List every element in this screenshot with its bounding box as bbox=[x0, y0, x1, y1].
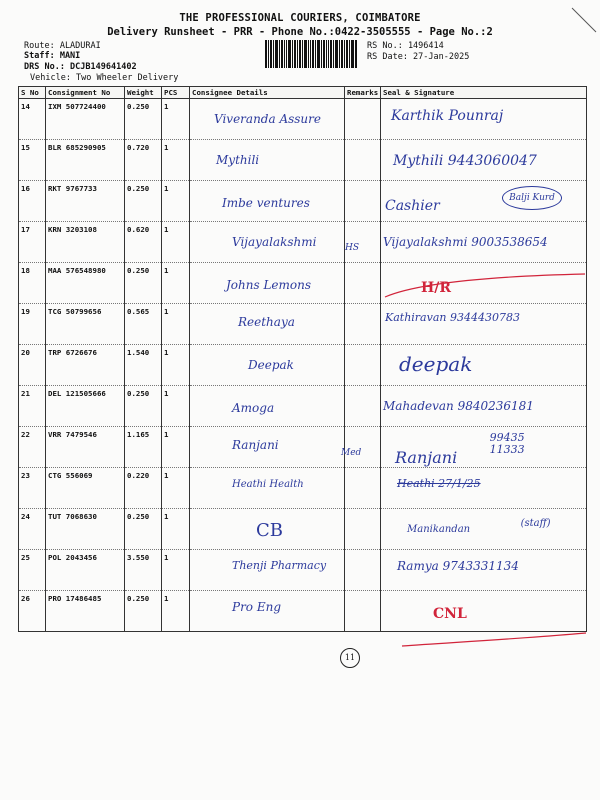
cell-sno: 19 bbox=[19, 304, 46, 345]
cell-pcs: 1 bbox=[162, 468, 190, 509]
handwritten-consignee: Amoga bbox=[232, 401, 275, 415]
cell-consignment: DEL 121505666 bbox=[46, 386, 125, 427]
cell-weight: 0.250 bbox=[125, 99, 162, 140]
cell-sno: 25 bbox=[19, 550, 46, 591]
barcode bbox=[265, 40, 357, 68]
handwritten-consignee: Deepak bbox=[248, 358, 294, 372]
handwritten-consignee: Vijayalakshmi bbox=[232, 235, 317, 249]
cell-pcs: 1 bbox=[162, 591, 190, 632]
staff-label: Staff: MANI bbox=[24, 51, 81, 61]
handwritten-cancel-mark: CNL bbox=[433, 606, 467, 622]
col-weight: Weight bbox=[125, 87, 162, 99]
cell-pcs: 1 bbox=[162, 181, 190, 222]
page-corner-mark bbox=[570, 6, 598, 34]
rs-number: RS No.: 1496414 bbox=[367, 41, 444, 51]
table-row bbox=[19, 304, 587, 345]
table-row bbox=[19, 427, 587, 468]
vehicle-label: Vehicle: Two Wheeler Delivery bbox=[30, 73, 179, 83]
cell-pcs: 1 bbox=[162, 99, 190, 140]
cell-remarks bbox=[345, 99, 381, 140]
col-seal: Seal & Signature bbox=[381, 87, 587, 99]
cell-sno: 15 bbox=[19, 140, 46, 181]
cell-remarks bbox=[345, 304, 381, 345]
cell-consignment: IXM 507724400 bbox=[46, 99, 125, 140]
handwritten-signature: Manikandan bbox=[407, 524, 471, 535]
cell-remarks bbox=[345, 345, 381, 386]
cell-consignment: TUT 7068630 bbox=[46, 509, 125, 550]
cell-weight: 0.250 bbox=[125, 181, 162, 222]
handwritten-consignee: Johns Lemons bbox=[226, 278, 312, 292]
cell-consignment: PRO 17486485 bbox=[46, 591, 125, 632]
table-row bbox=[19, 591, 587, 632]
handwritten-consignee: Pro Eng bbox=[232, 600, 282, 614]
cell-pcs: 1 bbox=[162, 509, 190, 550]
page-number-circle: 11 bbox=[340, 648, 360, 668]
cell-sno: 23 bbox=[19, 468, 46, 509]
handwritten-signature: Heathi 27/1/25 bbox=[397, 477, 481, 490]
handwritten-signature: Ramya 9743331134 bbox=[397, 559, 519, 573]
cell-sno: 20 bbox=[19, 345, 46, 386]
cell-consignment: RKT 9767733 bbox=[46, 181, 125, 222]
cell-remarks bbox=[345, 263, 381, 304]
col-pcs: PCS bbox=[162, 87, 190, 99]
cell-consignment: KRN 3203108 bbox=[46, 222, 125, 263]
handwritten-signature: Vijayalakshmi 9003538654 bbox=[383, 235, 548, 249]
cell-pcs: 1 bbox=[162, 304, 190, 345]
handwritten-phone: 99435 11333 bbox=[489, 431, 525, 456]
handwritten-consignee: Imbe ventures bbox=[222, 196, 310, 210]
handwritten-signature: Kathiravan 9344430783 bbox=[385, 311, 520, 324]
handwritten-signature: Karthik Pounraj bbox=[391, 108, 504, 124]
cell-consignment: POL 2043456 bbox=[46, 550, 125, 591]
cell-sno: 24 bbox=[19, 509, 46, 550]
company-title: THE PROFESSIONAL COURIERS, COIMBATORE bbox=[179, 12, 421, 24]
cell-remarks bbox=[345, 550, 381, 591]
cell-consignment: TRP 6726676 bbox=[46, 345, 125, 386]
runsheet-subtitle: Delivery Runsheet - PRR - Phone No.:0422-3505555 - Page No.:2 bbox=[107, 26, 493, 38]
cell-sno: 22 bbox=[19, 427, 46, 468]
red-pen-stroke bbox=[380, 272, 590, 302]
cell-weight: 0.720 bbox=[125, 140, 162, 181]
cell-consignment: TCG 50799656 bbox=[46, 304, 125, 345]
handwritten-consignee: Heathi Health bbox=[232, 479, 304, 490]
handwritten-consignee: Viveranda Assure bbox=[214, 112, 321, 126]
cell-consignment: VRR 7479546 bbox=[46, 427, 125, 468]
cell-weight: 0.250 bbox=[125, 386, 162, 427]
cell-pcs: 1 bbox=[162, 140, 190, 181]
rs-date: RS Date: 27-Jan-2025 bbox=[367, 52, 470, 62]
handwritten-consignee: Ranjani bbox=[232, 438, 279, 452]
cell-weight: 0.250 bbox=[125, 509, 162, 550]
cell-sno: 18 bbox=[19, 263, 46, 304]
cell-consignment: CTG 556069 bbox=[46, 468, 125, 509]
table-row bbox=[19, 222, 587, 263]
handwritten-signature: Ranjani bbox=[395, 448, 458, 467]
drs-number: DRS No.: DCJB149641402 bbox=[24, 62, 137, 72]
handwritten-signature: Cashier bbox=[385, 198, 440, 214]
red-pen-stroke bbox=[400, 630, 590, 650]
table-row bbox=[19, 181, 587, 222]
handwritten-consignee: Mythili bbox=[216, 153, 260, 167]
cell-remarks bbox=[345, 386, 381, 427]
cell-weight: 0.565 bbox=[125, 304, 162, 345]
col-sno: S No bbox=[19, 87, 46, 99]
col-remarks: Remarks bbox=[345, 87, 381, 99]
cell-weight: 3.550 bbox=[125, 550, 162, 591]
handwritten-note: Balji Kurd bbox=[502, 186, 562, 210]
cell-sno: 17 bbox=[19, 222, 46, 263]
cell-remarks bbox=[345, 181, 381, 222]
cell-weight: 1.540 bbox=[125, 345, 162, 386]
handwritten-note: (staff) bbox=[520, 518, 551, 529]
cell-remarks bbox=[345, 591, 381, 632]
route-label: Route: ALADURAI bbox=[24, 41, 101, 51]
cell-weight: 0.250 bbox=[125, 263, 162, 304]
runsheet-table bbox=[18, 86, 587, 632]
col-consignment: Consignment No bbox=[46, 87, 125, 99]
table-row bbox=[19, 99, 587, 140]
table-header-row bbox=[19, 87, 587, 99]
handwritten-consignee: Reethaya bbox=[238, 315, 295, 329]
col-consignee: Consignee Details bbox=[190, 87, 345, 99]
cell-remarks bbox=[345, 140, 381, 181]
cell-sno: 26 bbox=[19, 591, 46, 632]
cell-sno: 16 bbox=[19, 181, 46, 222]
table-row bbox=[19, 550, 587, 591]
handwritten-remark: Med bbox=[341, 448, 362, 458]
cell-remarks bbox=[345, 468, 381, 509]
cell-pcs: 1 bbox=[162, 427, 190, 468]
cell-weight: 0.620 bbox=[125, 222, 162, 263]
cell-sno: 21 bbox=[19, 386, 46, 427]
handwritten-return-mark: H/R bbox=[421, 280, 451, 296]
cell-weight: 0.250 bbox=[125, 591, 162, 632]
table-row bbox=[19, 386, 587, 427]
cell-pcs: 1 bbox=[162, 263, 190, 304]
table-row bbox=[19, 509, 587, 550]
handwritten-consignee: Thenji Pharmacy bbox=[232, 559, 327, 572]
handwritten-consignee: CB bbox=[256, 520, 283, 541]
cell-pcs: 1 bbox=[162, 345, 190, 386]
handwritten-signature: deepak bbox=[399, 352, 473, 376]
cell-pcs: 1 bbox=[162, 550, 190, 591]
cell-pcs: 1 bbox=[162, 386, 190, 427]
cell-consignment: MAA 576548980 bbox=[46, 263, 125, 304]
table-row bbox=[19, 140, 587, 181]
cell-weight: 1.165 bbox=[125, 427, 162, 468]
cell-pcs: 1 bbox=[162, 222, 190, 263]
cell-consignment: BLR 685290905 bbox=[46, 140, 125, 181]
handwritten-signature: Mythili 9443060047 bbox=[393, 153, 537, 169]
cell-remarks bbox=[345, 509, 381, 550]
handwritten-remark: HS bbox=[345, 243, 360, 253]
handwritten-signature: Mahadevan 9840236181 bbox=[383, 399, 534, 413]
table-row bbox=[19, 345, 587, 386]
cell-weight: 0.220 bbox=[125, 468, 162, 509]
table-row bbox=[19, 468, 587, 509]
cell-sno: 14 bbox=[19, 99, 46, 140]
